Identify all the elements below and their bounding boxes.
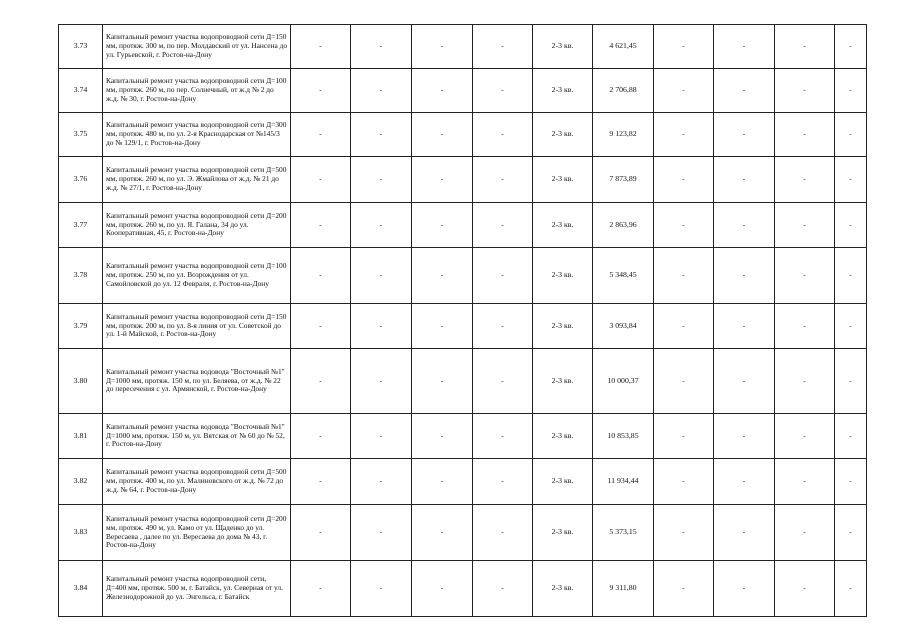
table-row — [59, 157, 867, 203]
period-cell: 2-3 кв. — [533, 304, 593, 349]
cell-empty: - — [473, 113, 533, 157]
amount-cell: 9 123,82 — [593, 113, 654, 157]
cell-empty: - — [412, 25, 473, 69]
cell-empty: - — [291, 69, 351, 113]
cell-empty: - — [291, 304, 351, 349]
cell-empty: - — [714, 349, 775, 414]
cell-empty: - — [473, 203, 533, 248]
cell-empty: - — [654, 203, 714, 248]
cell-empty: - — [775, 157, 835, 203]
cell-empty: - — [412, 248, 473, 304]
cell-empty: - — [351, 349, 412, 414]
row-number: 3.77 — [59, 203, 103, 248]
cell-empty: - — [412, 414, 473, 459]
cell-empty: - — [291, 414, 351, 459]
work-description: Капитальный ремонт участка водопроводной сети Д=500 мм, протяж. 400 м, по ул. Малиновского от ж.д. № 72 до ж.д. № 64, г. Ростов-на-Дону — [103, 459, 291, 505]
amount-cell: 10 853,85 — [593, 414, 654, 459]
work-description: Капитальный ремонт участка водовода "Восточный №1" Д=1000 мм, протяж. 150 м, по ул. Беляева, от ж.д. № 22 до пересечения с ул. Армянской, г. Ростов-на-Дону — [103, 349, 291, 414]
cell-empty: - — [654, 157, 714, 203]
cell-empty: - — [714, 414, 775, 459]
amount-cell: 11 934,44 — [593, 459, 654, 505]
period-cell: 2-3 кв. — [533, 505, 593, 561]
cell-empty: - — [714, 505, 775, 561]
cell-empty: - — [835, 157, 867, 203]
cell-empty: - — [775, 414, 835, 459]
cell-empty: - — [412, 561, 473, 617]
cell-empty: - — [835, 304, 867, 349]
cell-empty: - — [654, 414, 714, 459]
cell-empty: - — [775, 459, 835, 505]
period-cell: 2-3 кв. — [533, 414, 593, 459]
table-row — [59, 25, 867, 69]
table-row — [59, 414, 867, 459]
row-number: 3.78 — [59, 248, 103, 304]
cell-empty: - — [473, 349, 533, 414]
period-cell: 2-3 кв. — [533, 561, 593, 617]
cell-empty: - — [775, 203, 835, 248]
cell-empty: - — [654, 25, 714, 69]
cell-empty: - — [473, 157, 533, 203]
cell-empty: - — [654, 459, 714, 505]
cell-empty: - — [473, 505, 533, 561]
cell-empty: - — [775, 248, 835, 304]
cell-empty: - — [291, 505, 351, 561]
row-number: 3.81 — [59, 414, 103, 459]
work-description: Капитальный ремонт участка водопроводной сети Д=150 мм, протяж. 300 м, по пер. Молдавский от ул. Нансена до ул. Гурьевской, г. Ростов-на-Дону — [103, 25, 291, 69]
work-description: Капитальный ремонт участка водопроводной сети Д=100 мм, протяж. 260 м, по пер. Солнечный, от ж.д № 2 до ж.д. № 30, г. Ростов-на-Дону — [103, 69, 291, 113]
cell-empty: - — [775, 69, 835, 113]
cell-empty: - — [835, 414, 867, 459]
investment-program-table — [58, 24, 867, 617]
cell-empty: - — [351, 69, 412, 113]
cell-empty: - — [835, 505, 867, 561]
cell-empty: - — [835, 69, 867, 113]
cell-empty: - — [654, 248, 714, 304]
row-number: 3.80 — [59, 349, 103, 414]
row-number: 3.84 — [59, 561, 103, 617]
amount-cell: 3 093,84 — [593, 304, 654, 349]
work-description: Капитальный ремонт участка водопроводной сети Д=150 мм, протяж. 200 м, по ул. 8-я линия от ул. Советской до ул. 1-й Майской, г. Ростов-на-Дону — [103, 304, 291, 349]
cell-empty: - — [351, 414, 412, 459]
cell-empty: - — [412, 69, 473, 113]
cell-empty: - — [835, 203, 867, 248]
cell-empty: - — [775, 505, 835, 561]
work-description: Капитальный ремонт участка водопроводной сети Д=300 мм, протяж. 480 м, по ул. 2-я Краснодарская от №145/3 до № 129/1, г. Ростов-на-Дону — [103, 113, 291, 157]
amount-cell: 5 348,45 — [593, 248, 654, 304]
amount-cell: 5 373,15 — [593, 505, 654, 561]
cell-empty: - — [473, 561, 533, 617]
cell-empty: - — [291, 113, 351, 157]
row-number: 3.73 — [59, 25, 103, 69]
work-description: Капитальный ремонт участка водопроводной сети Д=500 мм, протяж. 260 м, по ул. Э. Жмайлова от ж.д. № 21 до ж.д. № 27/1, г. Ростов-на-Дону — [103, 157, 291, 203]
cell-empty: - — [473, 248, 533, 304]
cell-empty: - — [714, 69, 775, 113]
cell-empty: - — [714, 113, 775, 157]
cell-empty: - — [412, 349, 473, 414]
cell-empty: - — [714, 248, 775, 304]
cell-empty: - — [473, 69, 533, 113]
table-row — [59, 69, 867, 113]
period-cell: 2-3 кв. — [533, 25, 593, 69]
cell-empty: - — [835, 459, 867, 505]
amount-cell: 9 311,80 — [593, 561, 654, 617]
cell-empty: - — [714, 157, 775, 203]
period-cell: 2-3 кв. — [533, 459, 593, 505]
cell-empty: - — [654, 561, 714, 617]
cell-empty: - — [473, 25, 533, 69]
cell-empty: - — [291, 248, 351, 304]
table-row — [59, 113, 867, 157]
period-cell: 2-3 кв. — [533, 69, 593, 113]
table-row — [59, 203, 867, 248]
period-cell: 2-3 кв. — [533, 157, 593, 203]
cell-empty: - — [654, 113, 714, 157]
row-number: 3.82 — [59, 459, 103, 505]
table-row — [59, 248, 867, 304]
table-row — [59, 304, 867, 349]
cell-empty: - — [775, 561, 835, 617]
cell-empty: - — [412, 505, 473, 561]
cell-empty: - — [714, 304, 775, 349]
cell-empty: - — [654, 505, 714, 561]
cell-empty: - — [351, 505, 412, 561]
cell-empty: - — [775, 304, 835, 349]
amount-cell: 2 863,96 — [593, 203, 654, 248]
table-row — [59, 459, 867, 505]
row-number: 3.79 — [59, 304, 103, 349]
work-description: Капитальный ремонт участка водопроводной сети, Д=400 мм, протяж. 500 м, г. Батайск, ул. Северная от ул. Железнодорожной до ул. Энгельса, г. Батайск — [103, 561, 291, 617]
cell-empty: - — [291, 561, 351, 617]
cell-empty: - — [775, 113, 835, 157]
work-description: Капитальный ремонт участка водопроводной сети Д=200 мм, протяж. 490 м, ул. Камо от ул. Щаденко до ул. Вересаева , далее по ул. Вересаева до дома № 43, г. Ростов-на-Дону — [103, 505, 291, 561]
amount-cell: 2 706,88 — [593, 69, 654, 113]
cell-empty: - — [291, 349, 351, 414]
cell-empty: - — [473, 414, 533, 459]
cell-empty: - — [714, 561, 775, 617]
cell-empty: - — [654, 349, 714, 414]
work-description: Капитальный ремонт участка водовода "Восточный №1" Д=1000 мм, протяж. 150 м, ул. Вятская от № 60 до № 52, г. Ростов-на-Дону — [103, 414, 291, 459]
cell-empty: - — [835, 561, 867, 617]
cell-empty: - — [291, 157, 351, 203]
amount-cell: 4 621,45 — [593, 25, 654, 69]
cell-empty: - — [412, 113, 473, 157]
period-cell: 2-3 кв. — [533, 248, 593, 304]
cell-empty: - — [412, 157, 473, 203]
cell-empty: - — [351, 459, 412, 505]
cell-empty: - — [291, 203, 351, 248]
cell-empty: - — [835, 25, 867, 69]
cell-empty: - — [835, 349, 867, 414]
cell-empty: - — [351, 203, 412, 248]
row-number: 3.74 — [59, 69, 103, 113]
cell-empty: - — [351, 304, 412, 349]
cell-empty: - — [291, 25, 351, 69]
cell-empty: - — [714, 459, 775, 505]
cell-empty: - — [654, 69, 714, 113]
cell-empty: - — [654, 304, 714, 349]
row-number: 3.76 — [59, 157, 103, 203]
cell-empty: - — [351, 561, 412, 617]
table-row — [59, 349, 867, 414]
cell-empty: - — [351, 113, 412, 157]
cell-empty: - — [714, 203, 775, 248]
period-cell: 2-3 кв. — [533, 203, 593, 248]
cell-empty: - — [775, 25, 835, 69]
row-number: 3.83 — [59, 505, 103, 561]
cell-empty: - — [775, 349, 835, 414]
cell-empty: - — [412, 459, 473, 505]
table-row — [59, 505, 867, 561]
cell-empty: - — [351, 248, 412, 304]
period-cell: 2-3 кв. — [533, 113, 593, 157]
amount-cell: 10 000,37 — [593, 349, 654, 414]
table-body — [59, 25, 867, 617]
work-description: Капитальный ремонт участка водопроводной сети Д=100 мм, протяж. 250 м, по ул. Возрождения от ул. Самойловской до ул. 12 Февраля, г. Ростов-на-Дону — [103, 248, 291, 304]
work-description: Капитальный ремонт участка водопроводной сети Д=200 мм, протяж. 260 м, по ул. Я. Галана, 34 до ул. Кооперативная, 45, г. Ростов-на-Дону — [103, 203, 291, 248]
cell-empty: - — [351, 25, 412, 69]
cell-empty: - — [473, 304, 533, 349]
cell-empty: - — [473, 459, 533, 505]
cell-empty: - — [714, 25, 775, 69]
amount-cell: 7 873,89 — [593, 157, 654, 203]
cell-empty: - — [412, 203, 473, 248]
row-number: 3.75 — [59, 113, 103, 157]
table-row — [59, 561, 867, 617]
cell-empty: - — [412, 304, 473, 349]
period-cell: 2-3 кв. — [533, 349, 593, 414]
cell-empty: - — [291, 459, 351, 505]
cell-empty: - — [835, 113, 867, 157]
cell-empty: - — [835, 248, 867, 304]
cell-empty: - — [351, 157, 412, 203]
